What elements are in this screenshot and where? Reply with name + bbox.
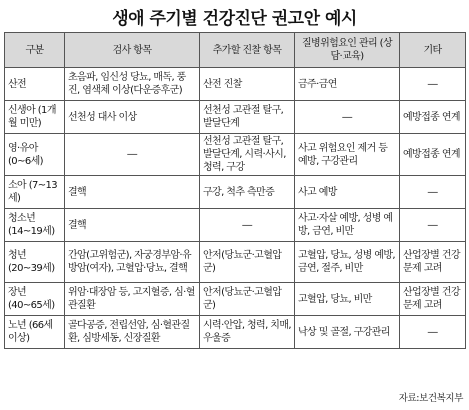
row-risk: ― — [295, 101, 400, 134]
table-row — [5, 134, 466, 176]
health-checkup-table — [4, 32, 466, 349]
row-risk: 고혈압, 당뇨, 비만 — [295, 283, 400, 316]
row-exam: 결핵 — [65, 209, 200, 242]
table-row — [5, 209, 466, 242]
row-extra: 산전 진찰 — [200, 68, 295, 101]
row-group: 청소년 (14~19세) — [5, 209, 65, 242]
row-group: 장년 (40~65세) — [5, 283, 65, 316]
row-exam: ― — [65, 134, 200, 176]
header-risk: 질병위험요인 관리 (상담·교육) — [295, 33, 400, 68]
row-etc: ― — [400, 316, 466, 349]
row-exam: 골다공증, 전립선암, 심·혈관질환, 심방세동, 신장질환 — [65, 316, 200, 349]
row-extra: 선천성 고관절 탈구, 발달단계 — [200, 101, 295, 134]
row-extra: 선천성 고관절 탈구, 발달단계, 시력·사시, 청력, 구강 — [200, 134, 295, 176]
row-extra: ― — [200, 209, 295, 242]
table-row — [5, 68, 466, 101]
row-etc: ― — [400, 209, 466, 242]
row-extra: 안저(당뇨군·고혈압군) — [200, 242, 295, 283]
row-risk: 사고 예방 — [295, 176, 400, 209]
header-group: 구분 — [5, 33, 65, 68]
row-extra: 구강, 척추 측만증 — [200, 176, 295, 209]
row-risk: 낙상 및 골절, 구강관리 — [295, 316, 400, 349]
source-caption: 자료:보건복지부 — [398, 393, 463, 404]
header-extra: 추가할 진찰 항목 — [200, 33, 295, 68]
table-row — [5, 316, 466, 349]
row-exam: 위암·대장암 등, 고지혈증, 심·혈관질환 — [65, 283, 200, 316]
row-etc: 예방접종 연계 — [400, 101, 466, 134]
row-extra: 안저(당뇨군·고혈압군) — [200, 283, 295, 316]
row-etc: 예방접종 연계 — [400, 134, 466, 176]
header-row — [5, 33, 466, 68]
row-group: 영·유아 (0~6세) — [5, 134, 65, 176]
row-group: 신생아 (1개월 미만) — [5, 101, 65, 134]
row-exam: 초음파, 임신성 당뇨, 매독, 풍진, 염색체 이상(다운증후군) — [65, 68, 200, 101]
table-row — [5, 176, 466, 209]
row-etc: ― — [400, 176, 466, 209]
row-risk: 금주·금연 — [295, 68, 400, 101]
row-exam: 선천성 대사 이상 — [65, 101, 200, 134]
table-row — [5, 101, 466, 134]
row-group: 청년 (20~39세) — [5, 242, 65, 283]
row-risk: 사고 위험요인 제거 등 예방, 구강관리 — [295, 134, 400, 176]
row-etc: ― — [400, 68, 466, 101]
row-etc: 산업장별 건강 문제 고려 — [400, 283, 466, 316]
row-exam: 간암(고위험군), 자궁경부암·유방암(여자), 고혈압·당뇨, 결핵 — [65, 242, 200, 283]
row-exam: 결핵 — [65, 176, 200, 209]
row-risk: 고혈압, 당뇨, 성병 예방, 금연, 절주, 비만 — [295, 242, 400, 283]
row-group: 노년 (66세 이상) — [5, 316, 65, 349]
table-row — [5, 283, 466, 316]
header-exam: 검사 항목 — [65, 33, 200, 68]
header-etc: 기타 — [400, 33, 466, 68]
page-title: 생애 주기별 건강진단 권고안 예시 — [112, 9, 357, 29]
table-row — [5, 242, 466, 283]
row-risk: 사고·자살 예방, 성병 예방, 금연, 비만 — [295, 209, 400, 242]
row-etc: 산업장별 건강 문제 고려 — [400, 242, 466, 283]
row-group: 소아 (7~13세) — [5, 176, 65, 209]
row-extra: 시력·안압, 청력, 치매, 우울증 — [200, 316, 295, 349]
row-group: 산전 — [5, 68, 65, 101]
